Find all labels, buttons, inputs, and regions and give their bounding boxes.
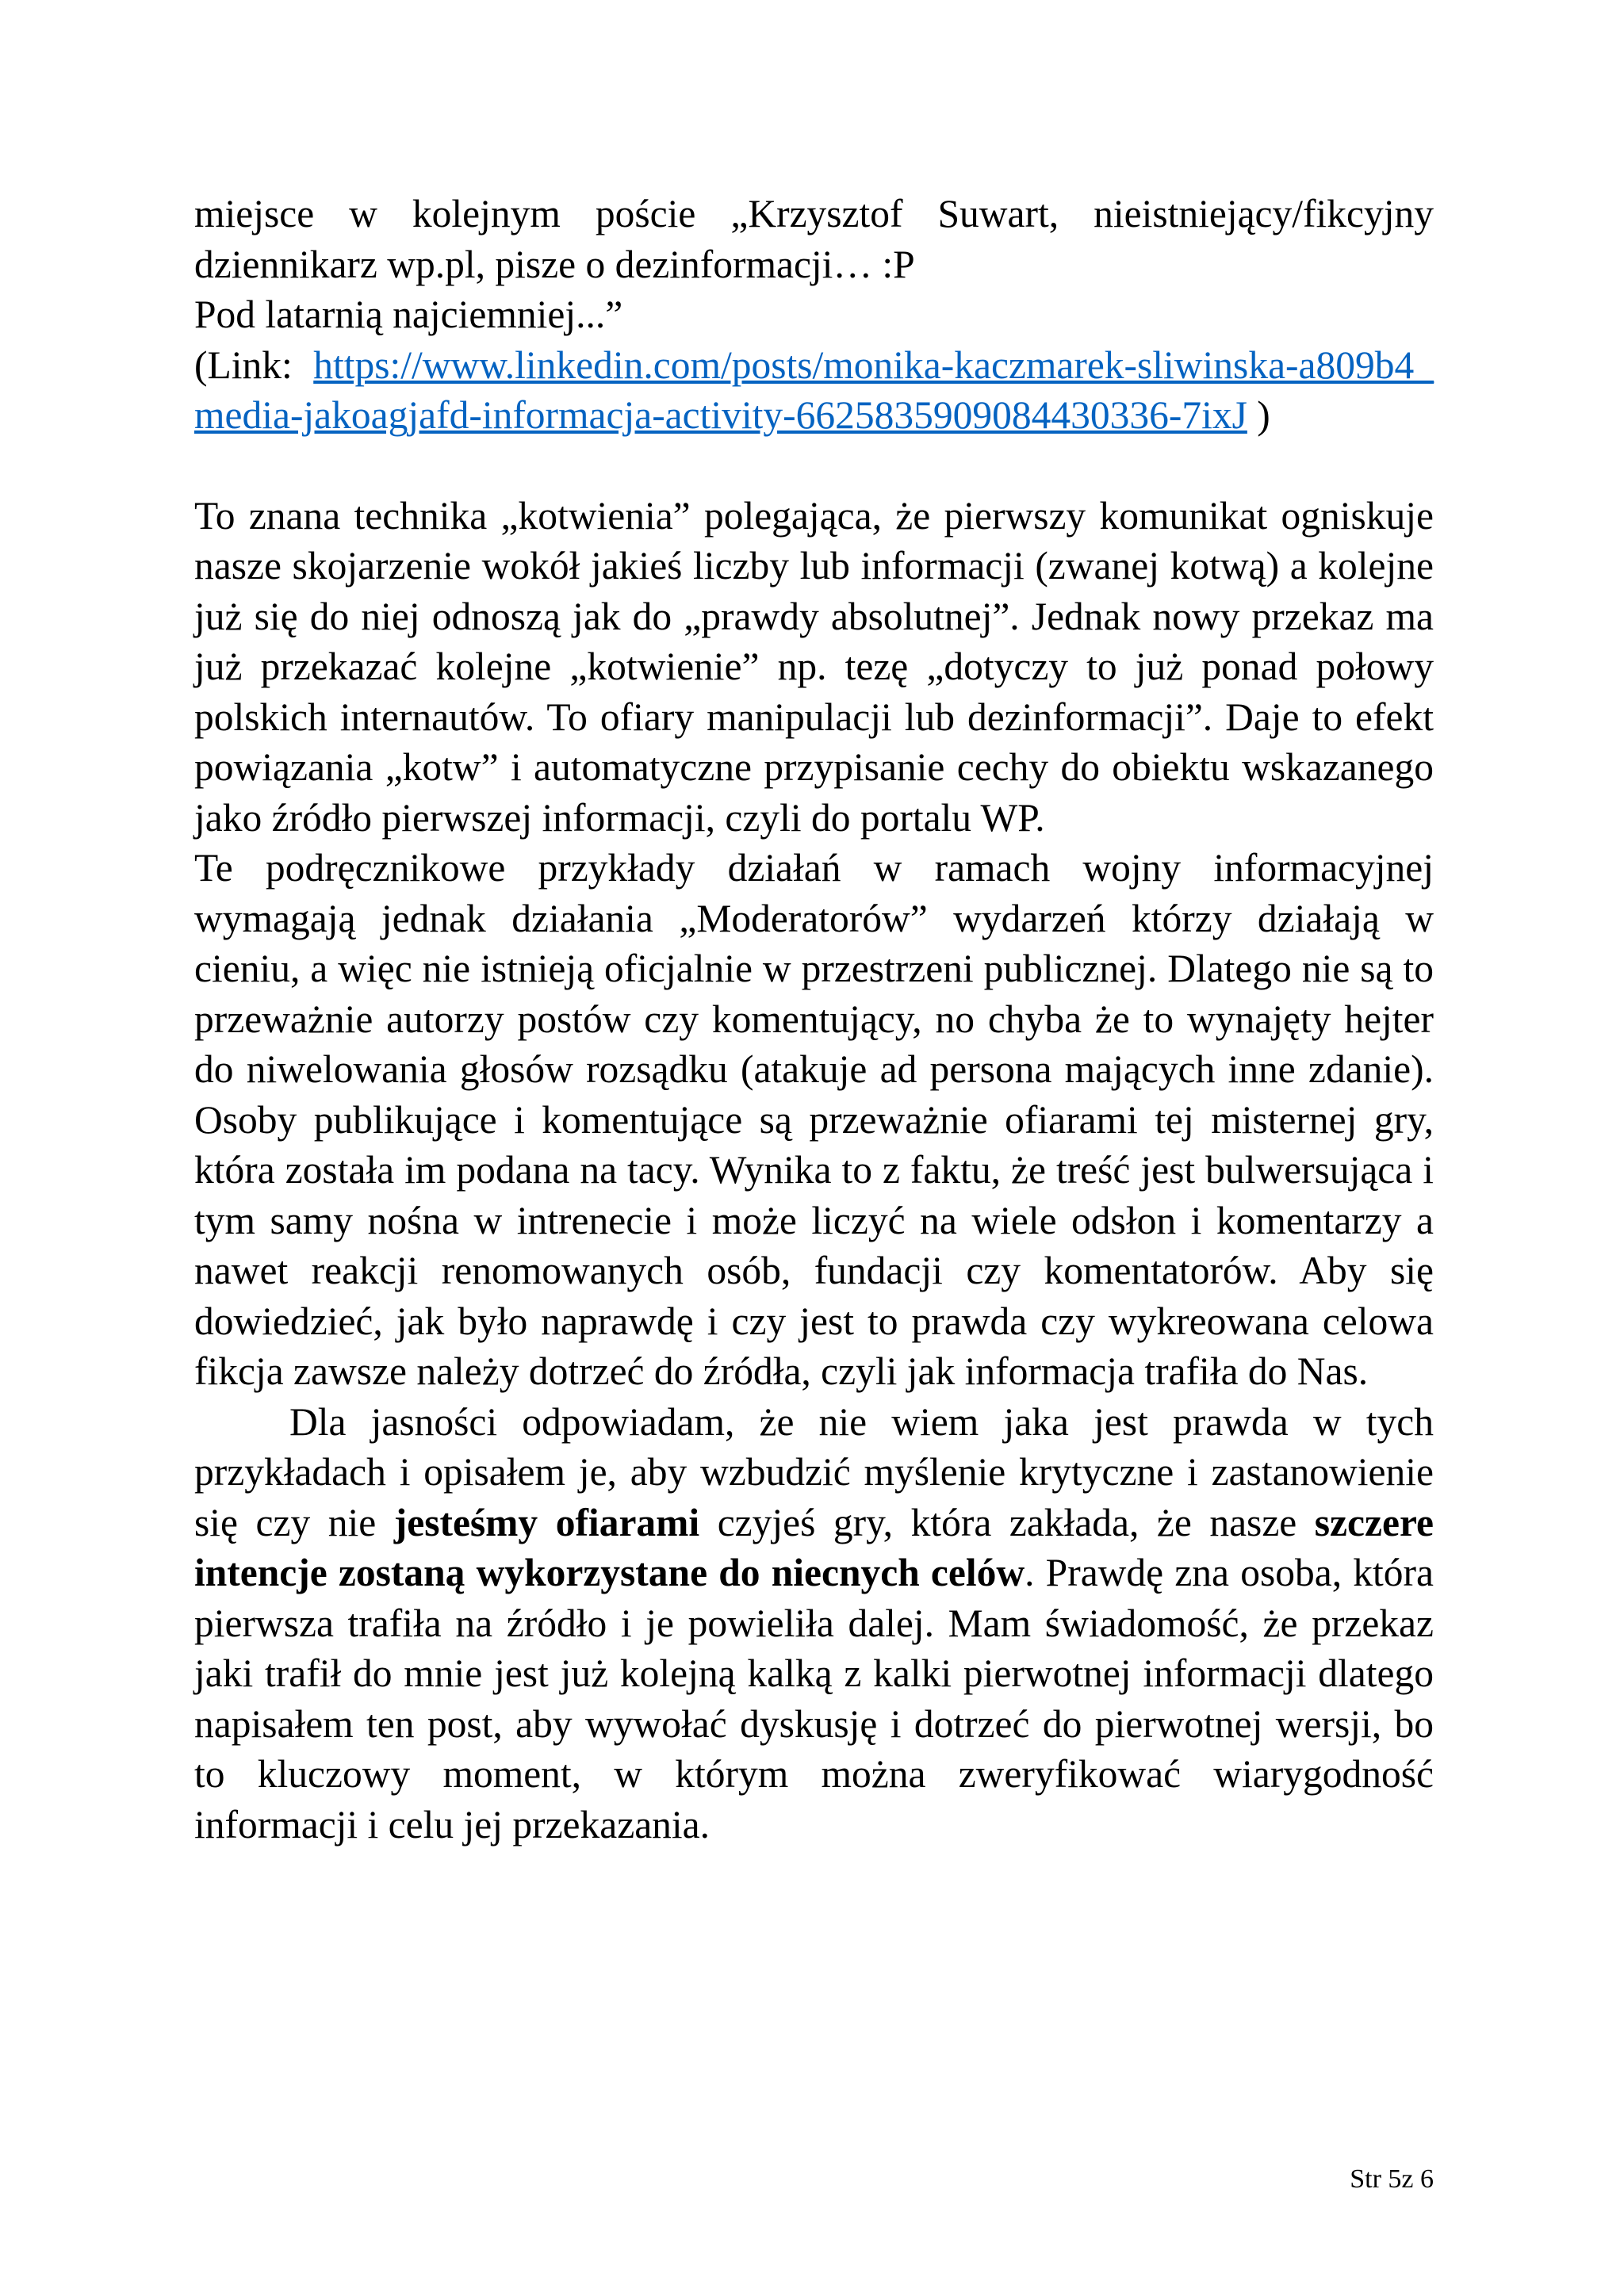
paragraph-moderators: Te podręcznikowe przykłady działań w ramach wojny informacyjnej wymagają jednak działania „Moderatorów” wydarzeń którzy działają w cieniu, a więc nie istnieją oficjalnie w przestrzeni publicznej. Dlatego nie są to przeważnie autorzy postów czy komentujący, no chyba że to wynajęty hejter do niwelowania głosów rozsądku (atakuje ad persona mających inne zdanie). Osoby publikujące i komentujące są przeważnie ofiarami tej misternej gry, która została im podana na tacy. Wynika to z faktu, że treść jest bulwersująca i tym samy nośna w intrenecie i może liczyć na wiele odsłon i komentarzy a nawet reakcji renomowanych osób, fundacji czy komentatorów. Aby się dowiedzieć, jak było naprawdę i czy jest to prawda czy wykreowana celowa fikcja zawsze należy dotrzeć do źródła, czyli jak informacja trafiła do Nas. bbox=[194, 846, 1434, 1393]
link-suffix: ) bbox=[1247, 393, 1270, 437]
document-body bbox=[194, 189, 1434, 1850]
intro-line-2: Pod latarnią najciemniej...” bbox=[194, 293, 623, 336]
paragraph-anchoring: To znana technika „kotwienia” polegająca, że pierwszy komunikat ogniskuje nasze skojarzenie wokół jakieś liczby lub informacji (zwanej kotwą) a kolejne już się do niej odnoszą jak do „prawdy absolutnej”. Jednak nowy przekaz ma już przekazać kolejne „kotwienie” np. tezę „dotyczy to już ponad połowy polskich internautów. To ofiary manipulacji lub dezinformacji”. Daje to efekt powiązania „kotw” i automatyczne przypisanie cechy do obiektu wskazanego jako źródło pierwszej informacji, czyli do portalu WP. bbox=[194, 493, 1434, 840]
link-paragraph bbox=[194, 340, 1434, 441]
conclusion-bold-1: jesteśmy ofiarami bbox=[393, 1500, 700, 1544]
paragraph-conclusion bbox=[194, 1397, 1434, 1850]
conclusion-text-2: czyjeś gry, która zakłada, że nasze bbox=[699, 1500, 1315, 1544]
page-number: Str 5z 6 bbox=[1350, 2164, 1434, 2194]
linkedin-link[interactable]: https://www.linkedin.com/posts/monika-kaczmarek-sliwinska-a809b4_media-jakoagjafd-informacja-activity-6625835909084430336-7ixJ bbox=[194, 342, 1434, 437]
paragraph-gap bbox=[194, 441, 1434, 491]
intro-line-1: miejsce w kolejnym poście „Krzysztof Suwart, nieistniejący/fikcyjny dziennikarz wp.pl, pisze o dezinformacji… :P bbox=[194, 192, 1434, 286]
conclusion-text-3: . Prawdę zna osoba, która pierwsza trafiła na źródło i je powieliła dalej. Mam świadomość, że przekaz jaki trafił do mnie jest już kolejną kalką z kalki pierwotnej informacji dlatego napisałem ten post, aby wywołać dyskusję i dotrzeć do pierwotnej wersji, bo to kluczowy moment, w którym można zweryfikować wiarygodność informacji i celu jej przekazania. bbox=[194, 1551, 1434, 1846]
link-prefix: (Link: bbox=[194, 342, 314, 387]
conclusion-text-1: Dla jasności odpowiadam, że nie wiem jaka jest prawda w tych przykładach i opisałem je, aby wzbudzić myślenie krytyczne i zastanowienie się czy nie bbox=[194, 1399, 1434, 1544]
conclusion-bold-2: szczere intencje zostaną wykorzystane do niecnych celów bbox=[194, 1500, 1434, 1594]
